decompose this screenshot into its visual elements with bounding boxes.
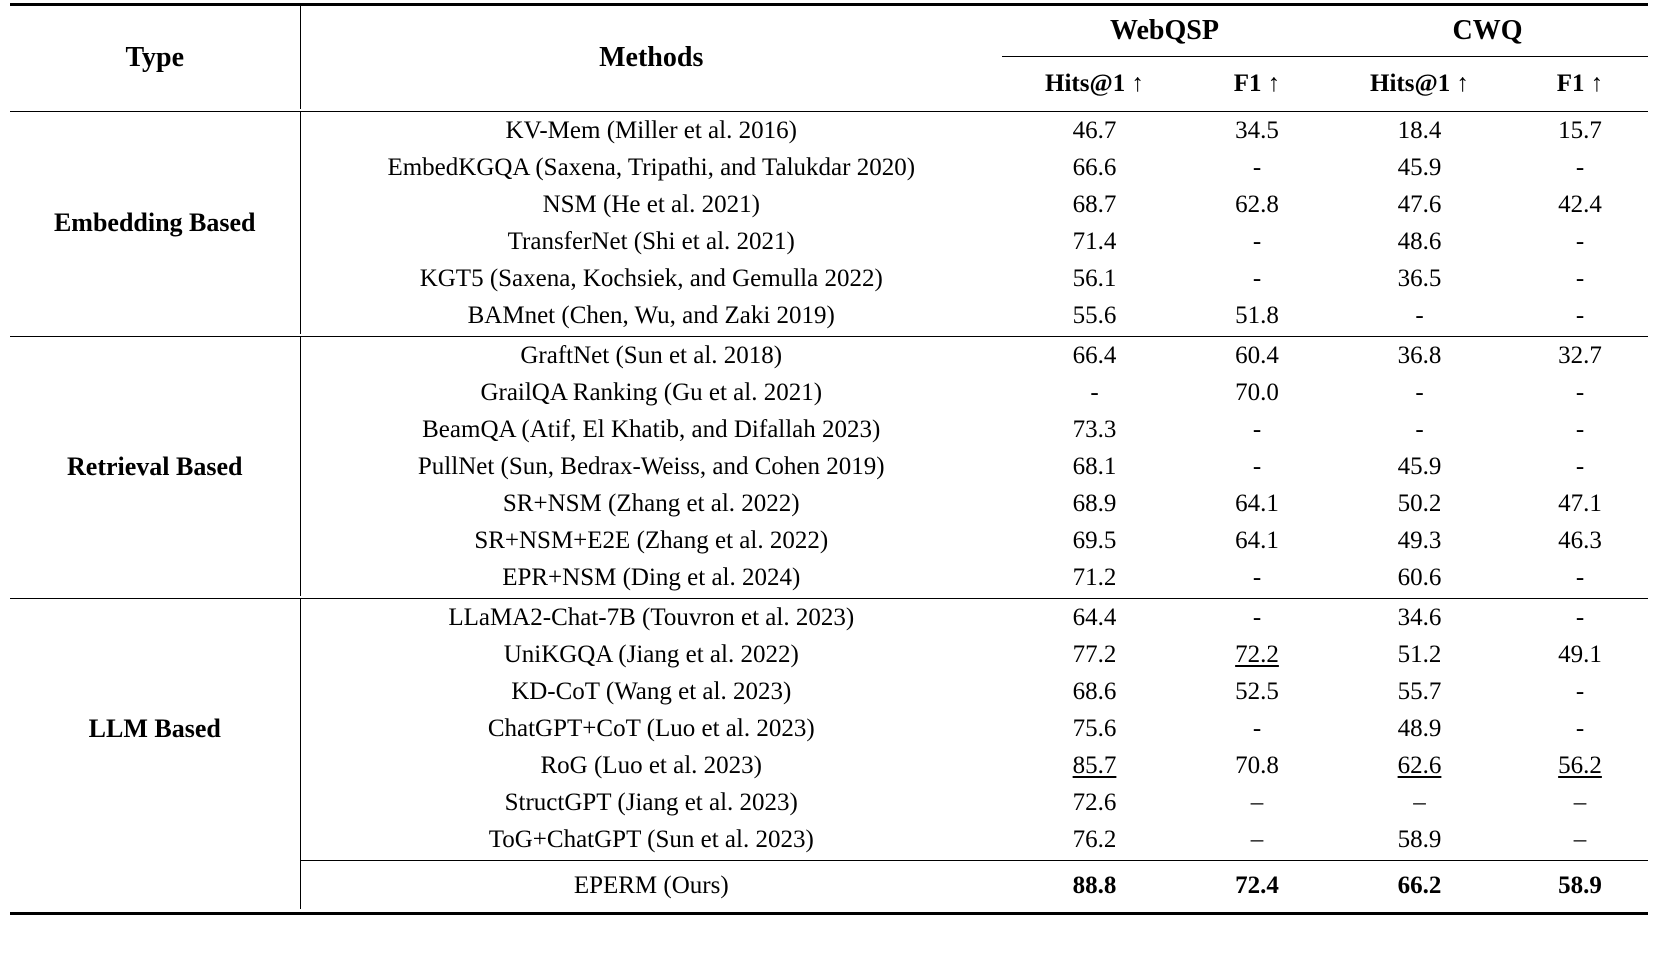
value-cwq-hits1-ours: 66.2 bbox=[1397, 871, 1442, 899]
method-name: EmbedKGQA (Saxena, Tripathi, and Talukdar 2020) bbox=[387, 154, 916, 181]
value-cwq-hits1: 50.2 bbox=[1397, 490, 1442, 517]
method-name: SR+NSM+E2E (Zhang et al. 2022) bbox=[474, 527, 829, 554]
method-name: LLaMA2-Chat-7B (Touvron et al. 2023) bbox=[448, 604, 855, 631]
value-cwq-f1: - bbox=[1575, 154, 1585, 181]
value-webqsp-f1: 64.1 bbox=[1235, 490, 1279, 517]
value-webqsp-hits1: 71.4 bbox=[1072, 228, 1117, 255]
value-webqsp-hits1: 68.9 bbox=[1072, 490, 1117, 517]
header-group-cwq: CWQ bbox=[1327, 5, 1648, 57]
method-name: UniKGQA (Jiang et al. 2022) bbox=[503, 641, 799, 668]
value-cwq-f1: 47.1 bbox=[1558, 490, 1602, 517]
header-group-webqsp: WebQSP bbox=[1002, 5, 1327, 57]
value-cwq-hits1: 60.6 bbox=[1397, 564, 1442, 591]
value-cwq-f1: – bbox=[1573, 826, 1587, 853]
value-webqsp-f1: - bbox=[1252, 228, 1262, 255]
value-cwq-hits1: 47.6 bbox=[1397, 191, 1442, 218]
value-webqsp-hits1: 68.7 bbox=[1072, 191, 1117, 218]
value-cwq-hits1: 55.7 bbox=[1397, 678, 1442, 705]
value-cwq-hits1: 36.8 bbox=[1397, 342, 1442, 369]
value-cwq-f1: - bbox=[1575, 265, 1585, 292]
value-webqsp-f1: 64.1 bbox=[1235, 527, 1279, 554]
value-webqsp-f1: – bbox=[1250, 789, 1264, 816]
value-webqsp-hits1: 56.1 bbox=[1072, 265, 1117, 292]
value-webqsp-hits1: 68.1 bbox=[1072, 453, 1117, 480]
method-name: KGT5 (Saxena, Kochsiek, and Gemulla 2022) bbox=[419, 265, 883, 292]
header-cwq-hits1: Hits@1 ↑ bbox=[1370, 69, 1469, 97]
value-cwq-hits1: 48.9 bbox=[1397, 715, 1442, 742]
value-webqsp-hits1: 66.6 bbox=[1072, 154, 1117, 181]
method-name-ours: EPERM (Ours) bbox=[573, 871, 729, 899]
table-row bbox=[10, 112, 1648, 150]
value-webqsp-f1: - bbox=[1252, 416, 1262, 443]
value-webqsp-f1-ours: 72.4 bbox=[1235, 871, 1279, 899]
section-type-retrieval: Retrieval Based bbox=[10, 337, 300, 597]
value-webqsp-f1: 72.2 bbox=[1235, 641, 1279, 668]
value-webqsp-f1: 70.0 bbox=[1235, 379, 1279, 406]
value-webqsp-f1: 62.8 bbox=[1235, 191, 1279, 218]
value-cwq-f1: – bbox=[1573, 789, 1587, 816]
value-cwq-hits1: 51.2 bbox=[1397, 641, 1442, 668]
method-name: StructGPT (Jiang et al. 2023) bbox=[504, 789, 798, 816]
method-name: TransferNet (Shi et al. 2021) bbox=[507, 228, 795, 255]
value-cwq-hits1: 45.9 bbox=[1397, 453, 1442, 480]
method-name: GrailQA Ranking (Gu et al. 2021) bbox=[480, 379, 823, 406]
value-cwq-hits1: 62.6 bbox=[1397, 752, 1442, 779]
value-cwq-hits1: 49.3 bbox=[1397, 527, 1442, 554]
value-cwq-hits1: 45.9 bbox=[1397, 154, 1442, 181]
value-webqsp-f1: 70.8 bbox=[1235, 752, 1279, 779]
value-webqsp-hits1: 64.4 bbox=[1072, 604, 1117, 631]
value-cwq-hits1: 48.6 bbox=[1397, 228, 1442, 255]
value-cwq-f1: - bbox=[1575, 228, 1585, 255]
value-webqsp-hits1: 76.2 bbox=[1072, 826, 1117, 853]
value-webqsp-f1: 34.5 bbox=[1235, 117, 1279, 144]
value-webqsp-hits1: 73.3 bbox=[1072, 416, 1117, 443]
method-name: BAMnet (Chen, Wu, and Zaki 2019) bbox=[467, 302, 835, 329]
value-cwq-hits1: 36.5 bbox=[1397, 265, 1442, 292]
method-name: PullNet (Sun, Bedrax-Weiss, and Cohen 2019) bbox=[417, 453, 885, 480]
value-webqsp-f1: – bbox=[1250, 826, 1264, 853]
value-cwq-f1-ours: 58.9 bbox=[1558, 871, 1602, 899]
value-cwq-f1: 46.3 bbox=[1558, 527, 1602, 554]
rule-bottom bbox=[10, 909, 1648, 914]
value-cwq-hits1: 34.6 bbox=[1397, 604, 1442, 631]
header-cwq-f1: F1 ↑ bbox=[1556, 69, 1604, 97]
value-webqsp-f1: - bbox=[1252, 154, 1262, 181]
value-cwq-hits1: - bbox=[1415, 379, 1424, 406]
value-cwq-f1: 15.7 bbox=[1558, 117, 1602, 144]
value-webqsp-f1: - bbox=[1252, 715, 1262, 742]
value-cwq-f1: 56.2 bbox=[1558, 752, 1602, 779]
value-cwq-hits1: - bbox=[1415, 302, 1424, 329]
header-type: Type bbox=[10, 5, 300, 110]
table-row-final bbox=[10, 861, 1648, 910]
value-webqsp-hits1: 46.7 bbox=[1072, 117, 1117, 144]
method-name: SR+NSM (Zhang et al. 2022) bbox=[502, 490, 800, 517]
value-webqsp-hits1: 77.2 bbox=[1072, 641, 1117, 668]
value-webqsp-f1: - bbox=[1252, 604, 1262, 631]
table-row bbox=[10, 599, 1648, 637]
section-type-llm: LLM Based bbox=[10, 599, 300, 859]
header-webqsp-hits1: Hits@1 ↑ bbox=[1045, 69, 1144, 97]
value-webqsp-hits1: 72.6 bbox=[1072, 789, 1117, 816]
value-webqsp-f1: 60.4 bbox=[1235, 342, 1279, 369]
value-webqsp-hits1-ours: 88.8 bbox=[1072, 871, 1117, 899]
value-webqsp-hits1: 75.6 bbox=[1072, 715, 1117, 742]
value-cwq-hits1: 18.4 bbox=[1397, 117, 1442, 144]
value-cwq-f1: - bbox=[1575, 453, 1585, 480]
method-name: ChatGPT+CoT (Luo et al. 2023) bbox=[487, 715, 815, 742]
value-webqsp-hits1: 55.6 bbox=[1072, 302, 1117, 329]
method-name: BeamQA (Atif, El Khatib, and Difallah 2023) bbox=[422, 416, 881, 443]
value-cwq-hits1: 58.9 bbox=[1397, 826, 1442, 853]
header-webqsp-f1: F1 ↑ bbox=[1233, 69, 1281, 97]
value-webqsp-hits1: - bbox=[1090, 379, 1099, 406]
method-name: GraftNet (Sun et al. 2018) bbox=[520, 342, 783, 369]
value-webqsp-hits1: 68.6 bbox=[1072, 678, 1117, 705]
table-row bbox=[10, 337, 1648, 375]
final-type-blank bbox=[10, 861, 300, 910]
method-name: KV-Mem (Miller et al. 2016) bbox=[505, 117, 797, 144]
value-webqsp-hits1: 85.7 bbox=[1072, 752, 1117, 779]
section-type-embedding: Embedding Based bbox=[10, 112, 300, 335]
value-webqsp-f1: - bbox=[1252, 265, 1262, 292]
method-name: RoG (Luo et al. 2023) bbox=[540, 752, 762, 779]
value-cwq-f1: - bbox=[1575, 416, 1585, 443]
value-webqsp-f1: 52.5 bbox=[1235, 678, 1279, 705]
value-cwq-f1: - bbox=[1575, 564, 1585, 591]
value-webqsp-f1: - bbox=[1252, 564, 1262, 591]
value-cwq-hits1: - bbox=[1415, 416, 1424, 443]
value-cwq-f1: 32.7 bbox=[1558, 342, 1602, 369]
value-cwq-f1: - bbox=[1575, 678, 1585, 705]
method-name: NSM (He et al. 2021) bbox=[542, 191, 760, 218]
value-webqsp-f1: - bbox=[1252, 453, 1262, 480]
value-cwq-hits1: – bbox=[1413, 789, 1426, 816]
value-cwq-f1: 49.1 bbox=[1558, 641, 1602, 668]
value-cwq-f1: 42.4 bbox=[1558, 191, 1602, 218]
method-name: ToG+ChatGPT (Sun et al. 2023) bbox=[488, 826, 814, 853]
results-table bbox=[10, 0, 1648, 915]
value-cwq-f1: - bbox=[1575, 379, 1585, 406]
value-webqsp-hits1: 71.2 bbox=[1072, 564, 1117, 591]
value-webqsp-f1: 51.8 bbox=[1235, 302, 1279, 329]
header-row-groups bbox=[10, 5, 1648, 57]
value-cwq-f1: - bbox=[1575, 715, 1585, 742]
header-methods: Methods bbox=[599, 41, 704, 73]
value-webqsp-hits1: 69.5 bbox=[1072, 527, 1117, 554]
value-webqsp-hits1: 66.4 bbox=[1072, 342, 1117, 369]
method-name: KD-CoT (Wang et al. 2023) bbox=[511, 678, 792, 705]
value-cwq-f1: - bbox=[1575, 604, 1585, 631]
value-cwq-f1: - bbox=[1575, 302, 1585, 329]
method-name: EPR+NSM (Ding et al. 2024) bbox=[502, 564, 801, 591]
